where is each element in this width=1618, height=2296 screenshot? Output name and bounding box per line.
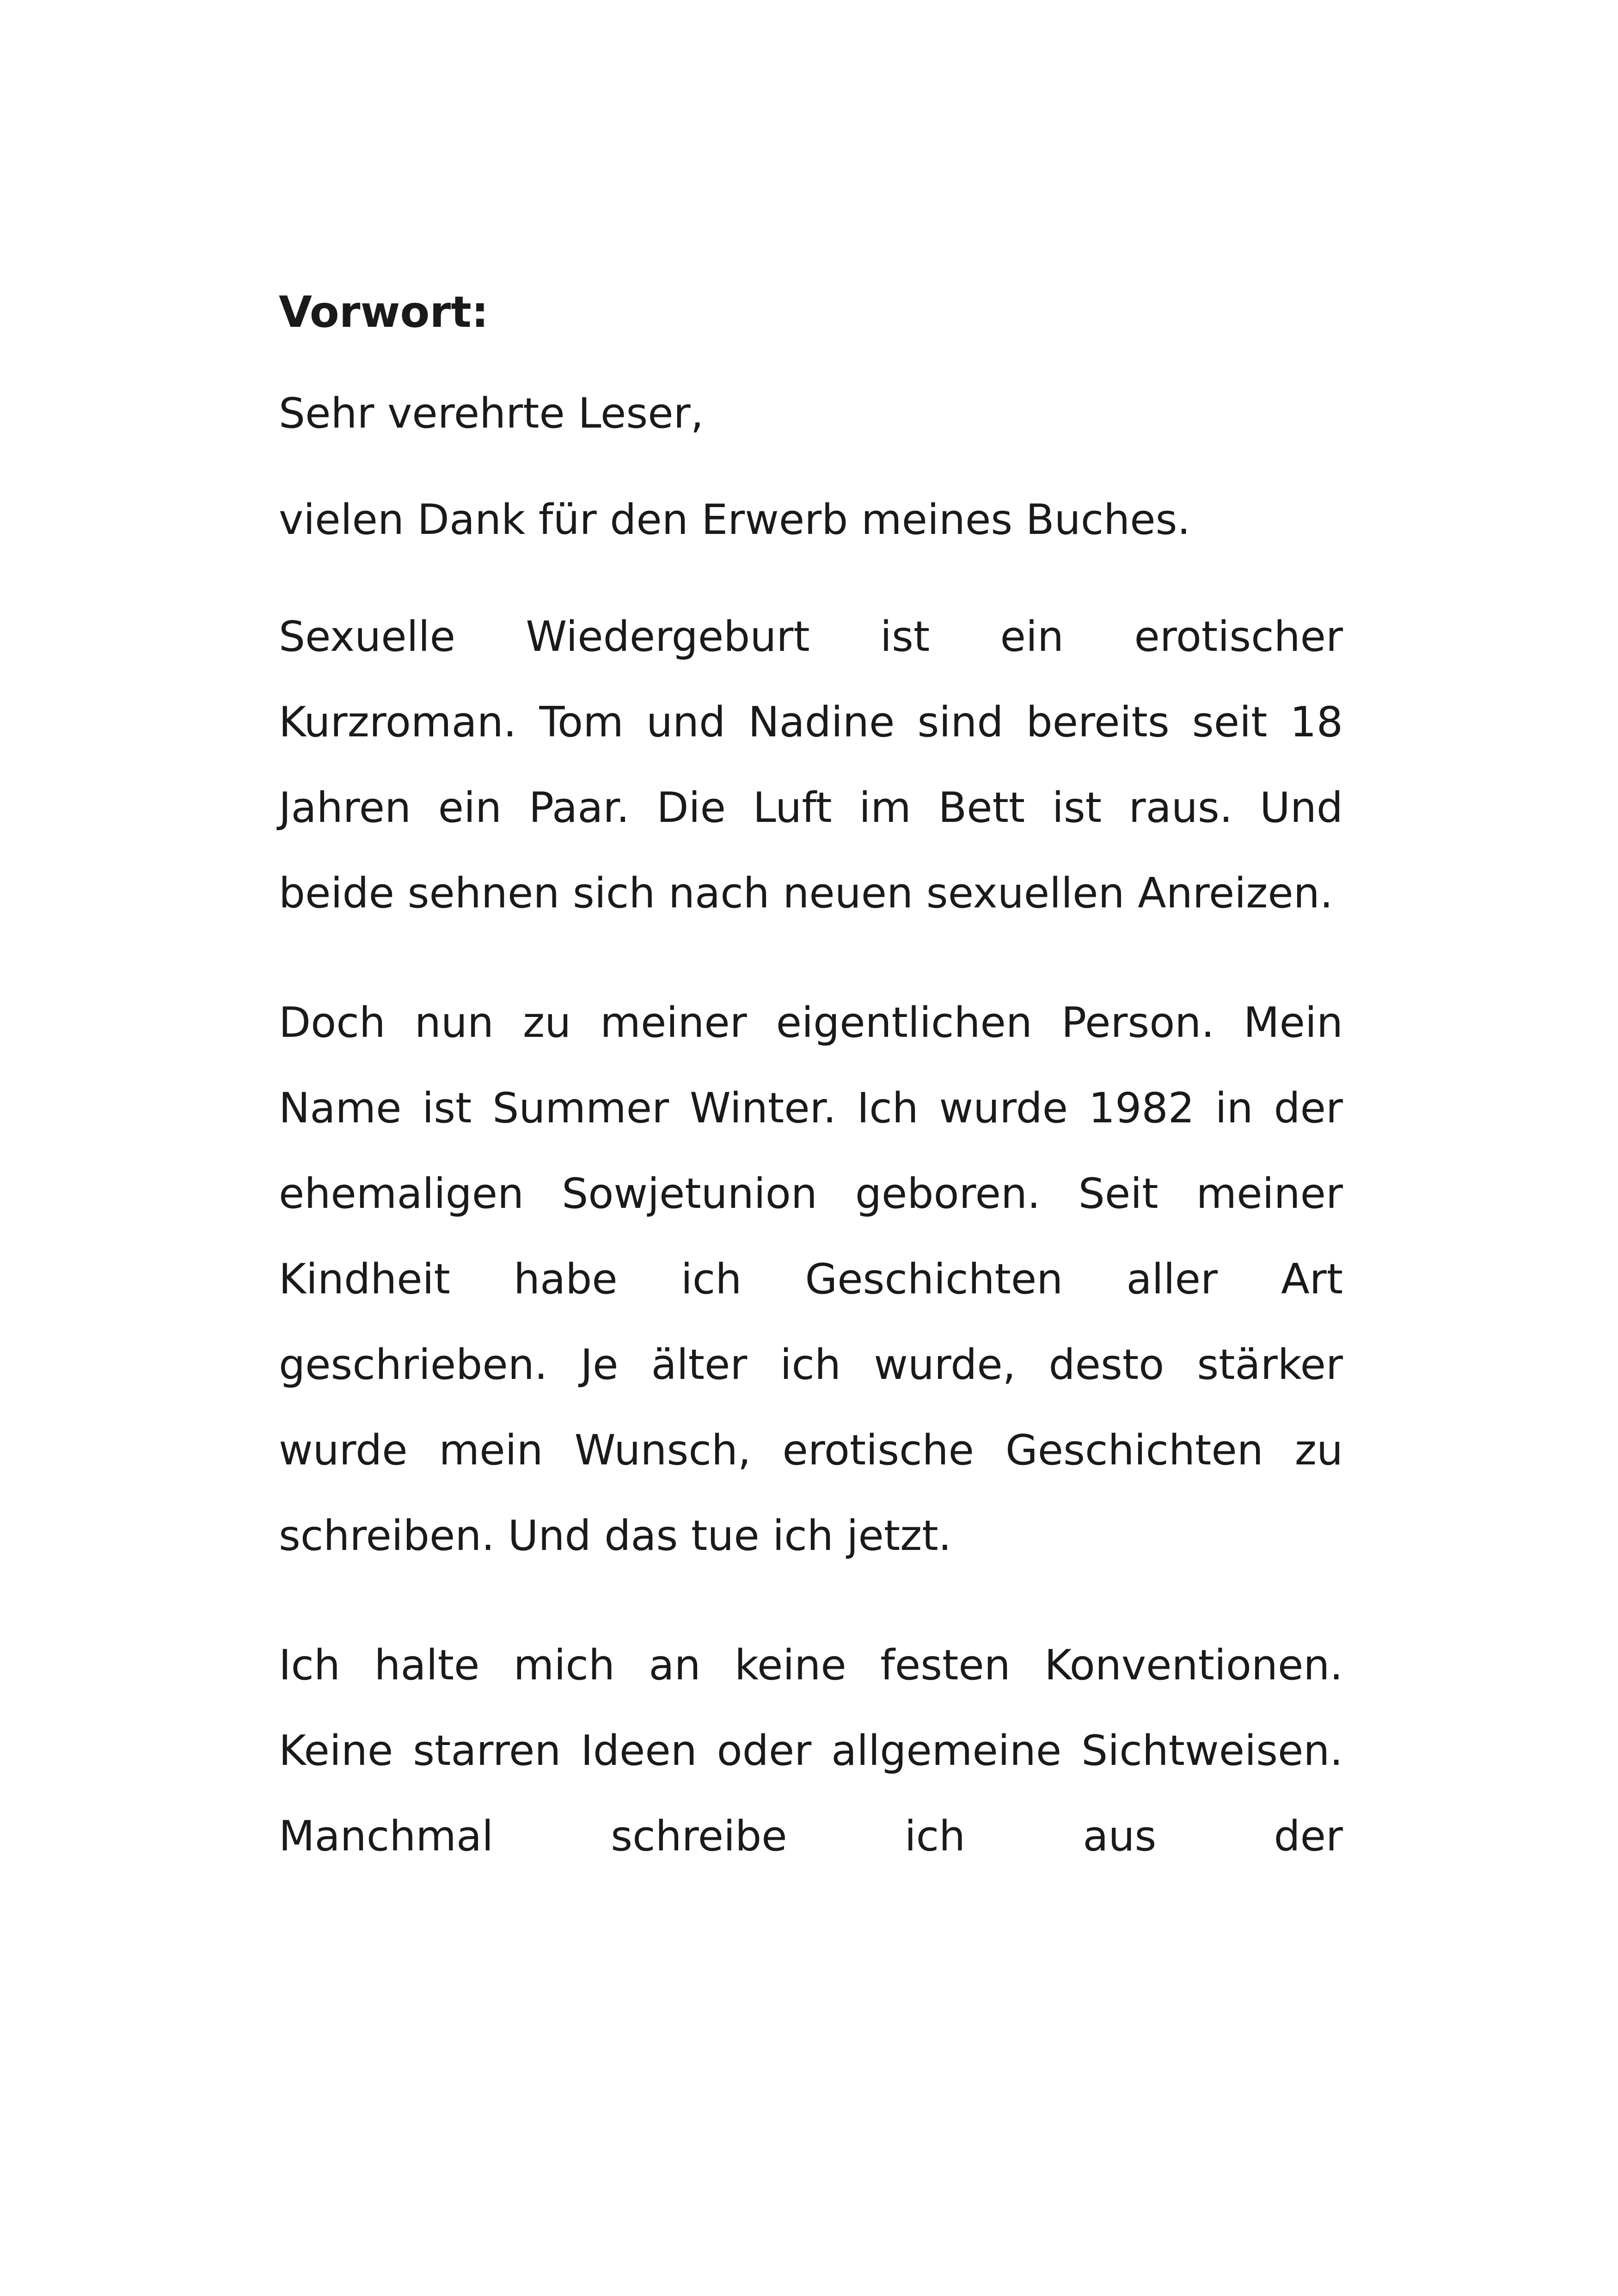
thanks-line: vielen Dank für den Erwerb meines Buches. (279, 496, 1191, 544)
paragraph-story-summary: Sexuelle Wiedergeburt ist ein erotischer Kurzroman. Tom und Nadine sind bereits seit 18 Jahren ein Paar. Die Luft im Bett ist raus. Und beide sehnen sich nach neuen sexuellen Anreizen. (279, 612, 1343, 918)
page-heading: Vorwort: (279, 287, 489, 337)
salutation: Sehr verehrte Leser, (279, 389, 704, 438)
paragraph-conventions: Ich halte mich an keine festen Konventionen. Keine starren Ideen oder allgemeine Sichtweisen. Manchmal schreibe ich aus der (279, 1641, 1343, 1861)
text-column (279, 282, 1343, 1923)
paragraph-author-intro: Doch nun zu meiner eigentlichen Person. Mein Name ist Summer Winter. Ich wurde 1982 in der ehemaligen Sowjetunion geboren. Seit meiner Kindheit habe ich Geschichten aller Art geschrieben. Je älter ich wurde, desto stärker wurde mein Wunsch, erotische Geschichten zu schreiben. Und das tue ich jetzt. (279, 998, 1343, 1560)
